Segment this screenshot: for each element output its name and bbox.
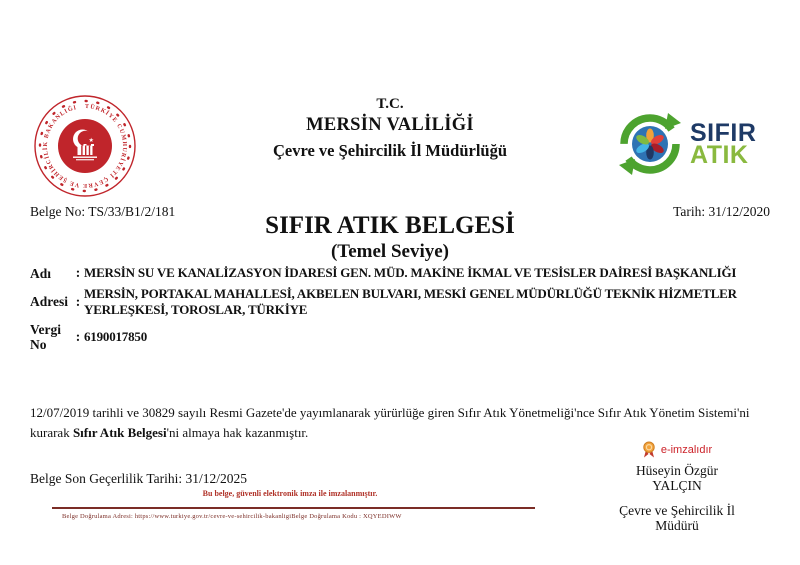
e-signature-label: e-imzalıdır	[660, 444, 713, 456]
secure-signature-note: Bu belge, güvenli elektronik imza ile imzalanmıştır.	[202, 489, 378, 498]
statement-post: 'ni almaya hak kazanmıştır.	[166, 425, 309, 440]
signer-last-name: YALÇIN	[652, 477, 702, 493]
signer-name	[602, 464, 752, 493]
signer-role-line1: Çevre ve Şehircilik İl	[619, 503, 735, 518]
signature-block	[602, 441, 752, 533]
field-row-tax-no	[30, 322, 770, 352]
name-value: MERSİN SU VE KANALİZASYON İDARESİ GEN. MÜD. MAKİNE İKMAL VE TESİSLER DAİRESİ BAŞKANLIĞI	[84, 265, 737, 281]
address-value: MERSİN, PORTAKAL MAHALLESİ, AKBELEN BULVARI, MESKİ GENEL MÜDÜRLÜĞÜ TEKNİK HİZMETLER YERLEŞKESİ, TOROSLAR, TÜRKİYE	[84, 286, 737, 317]
colon-separator: :	[75, 265, 81, 280]
sifir-wordmark-line2: ATIK	[690, 141, 749, 169]
tax-no-label: Vergi No	[30, 322, 61, 352]
statement-bold: Sıfır Atık Belgesi	[72, 425, 167, 440]
seal-circular-text: TÜRKİYE CUMHURİYETİ ÇEVRE VE ŞEHİRCİLİK BAKANLIĞI	[42, 103, 128, 189]
header-mudurluk: Çevre ve Şehircilik İl Müdürlüğü	[272, 141, 508, 160]
header-valilik: MERSİN VALİLİĞİ	[306, 115, 474, 135]
document-date: Tarih: 31/12/2020	[673, 204, 770, 219]
fields-table	[30, 265, 770, 357]
medal-ribbon-icon	[642, 441, 656, 459]
certificate-title: SIFIR ATIK BELGESİ	[265, 212, 515, 239]
field-row-name	[30, 265, 770, 281]
validity-date: Belge Son Geçerlilik Tarihi: 31/12/2025	[30, 471, 248, 486]
footer-divider	[52, 507, 535, 509]
address-label: Adresi	[30, 294, 69, 309]
colon-separator: :	[75, 293, 81, 309]
e-signature-badge	[602, 441, 752, 459]
recycle-flower-icon	[616, 110, 684, 178]
header-tc: T.C.	[376, 96, 404, 112]
signer-first-name: Hüseyin Özgür	[635, 463, 719, 478]
colon-separator: :	[75, 329, 81, 344]
star-icon: ★	[88, 138, 94, 144]
verification-line: Belge Doğrulama Adresi: https://www.turkiye.gov.tr/cevre-ve-sehircilik-bakanligiBelge Doğrulama Kodu : XQYEDIWW	[62, 513, 402, 520]
statement-pre: 12/07/2019 tarihli ve 30829 sayılı Resmi Gazete'de yayımlanarak yürürlüğe giren Sıfır Atık Yönetmeliği'nce Sıfır Atık Yönetim Sistemi'ni kurarak	[30, 405, 750, 440]
name-label: Adı	[30, 265, 52, 281]
certificate-subtitle: (Temel Seviye)	[330, 241, 450, 262]
certificate-statement	[30, 403, 760, 443]
document-number: Belge No: TS/33/B1/2/181	[30, 204, 176, 219]
sifir-wordmark-line1: SIFIR	[690, 119, 757, 147]
field-row-address	[30, 286, 770, 317]
tax-no-value: 6190017850	[84, 329, 148, 345]
sifir-atik-logo	[616, 110, 756, 178]
sifir-atik-wordmark	[690, 119, 757, 169]
signer-role	[602, 503, 752, 533]
signer-role-line2: Müdürü	[655, 518, 699, 533]
